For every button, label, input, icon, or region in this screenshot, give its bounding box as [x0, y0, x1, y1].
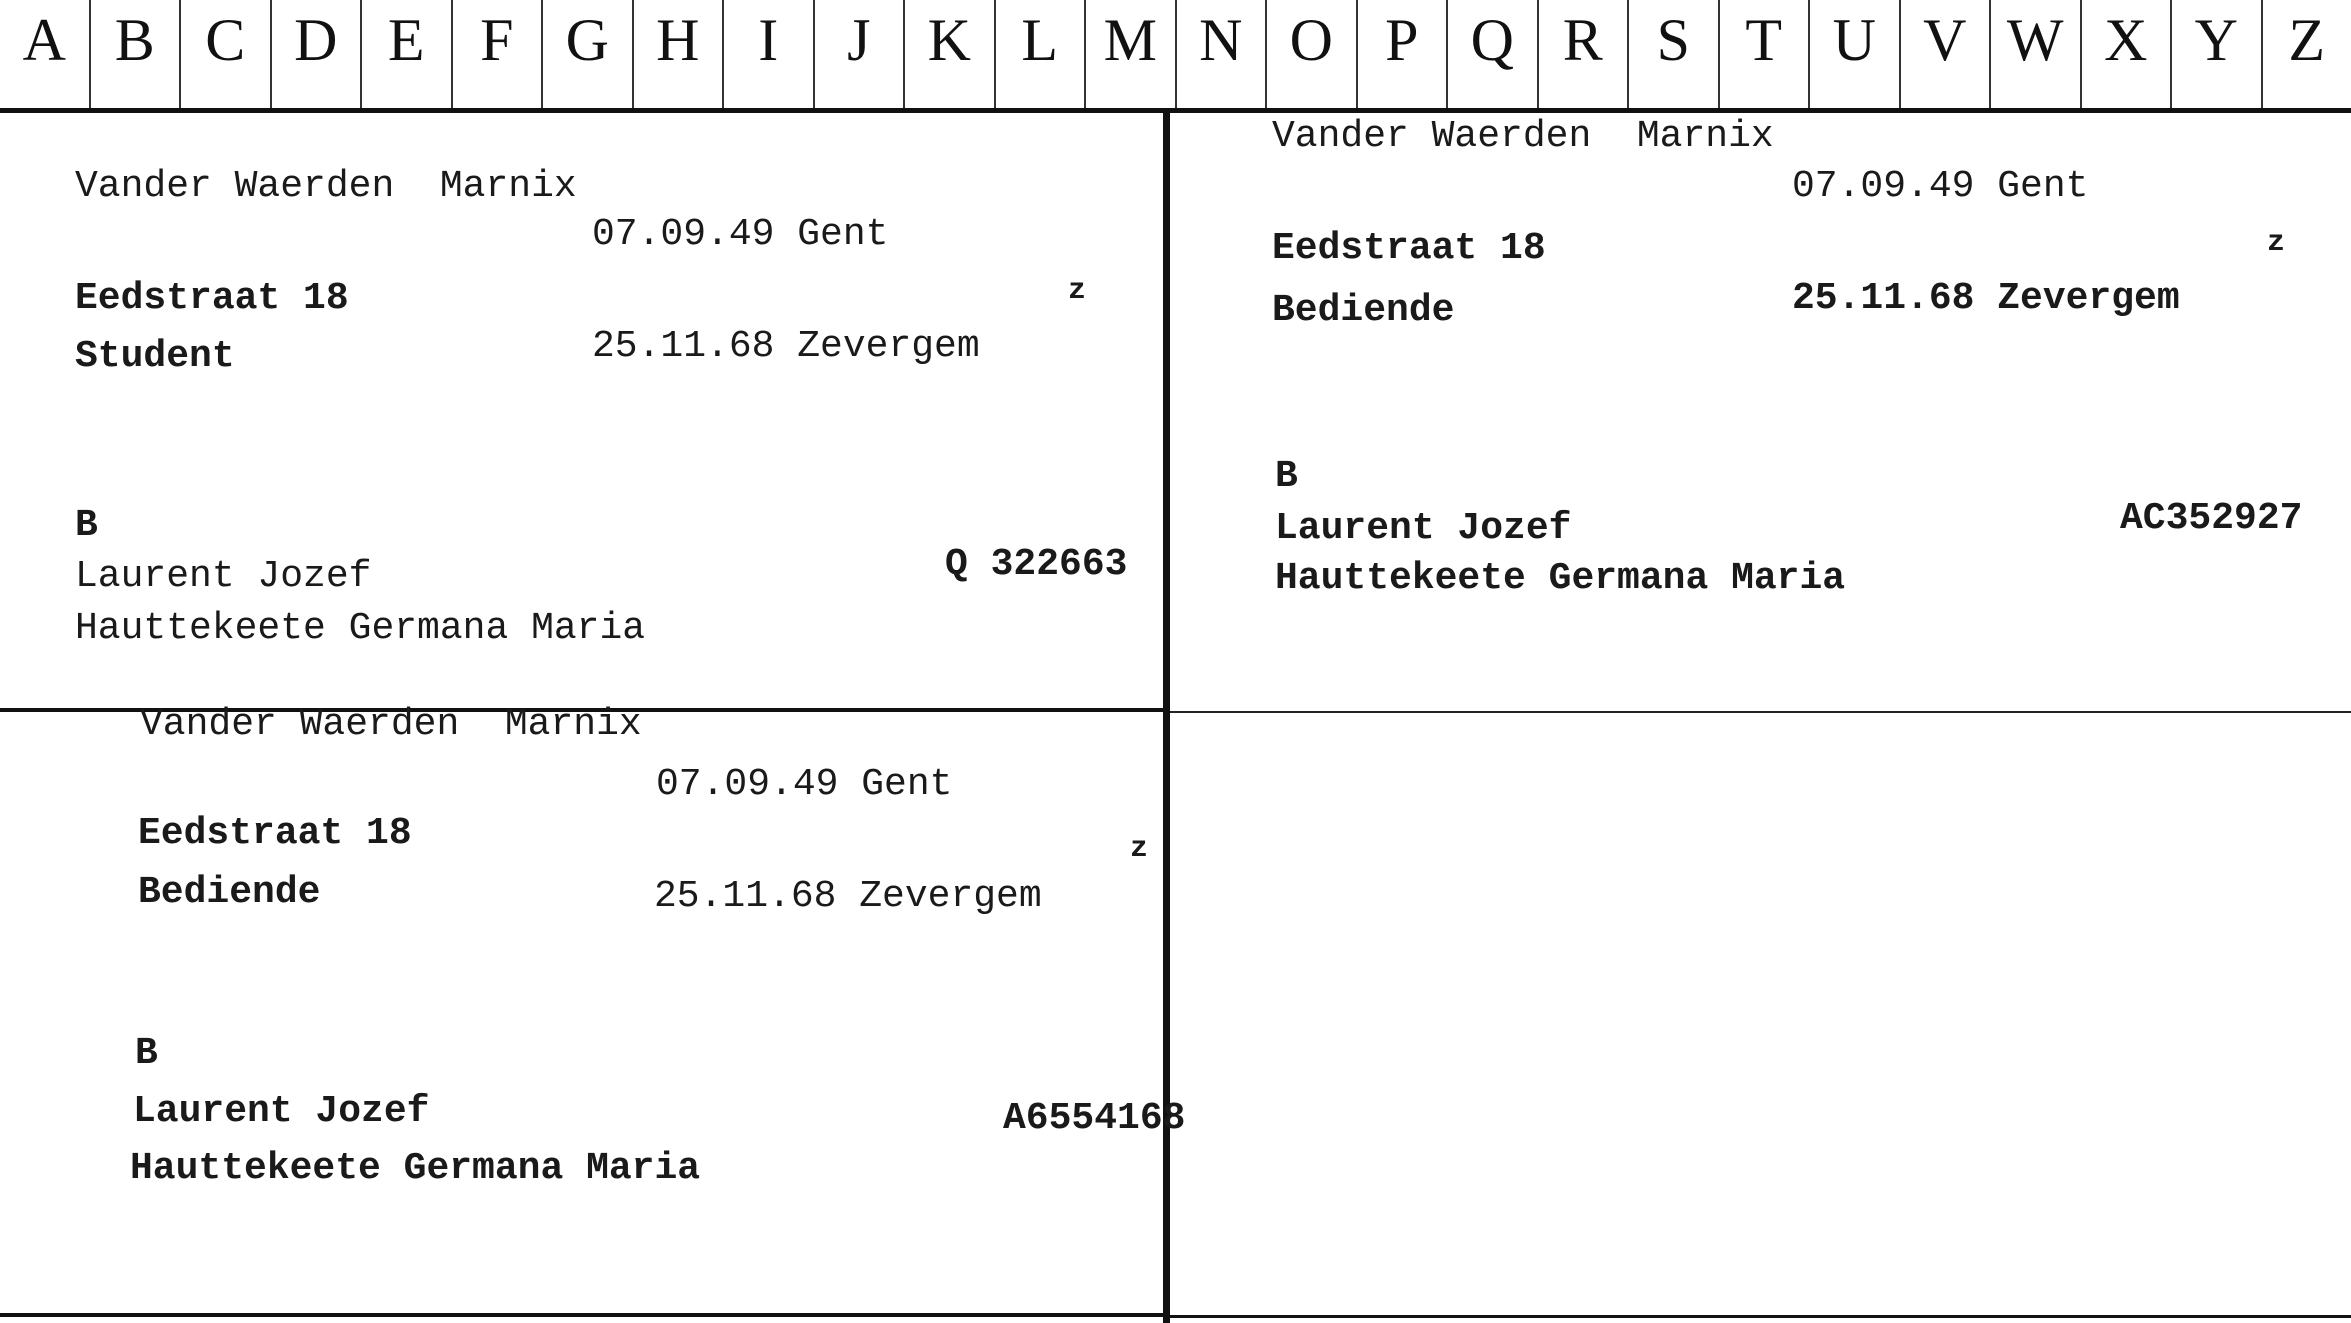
alphabet-letter-p: P [1358, 0, 1449, 108]
card-registered: 25.11.68 Zevergem [592, 325, 980, 368]
vertical-divider [1163, 108, 1170, 1323]
card-number: Q 322663 [945, 543, 1128, 586]
alphabet-letter-w: W [1991, 0, 2082, 108]
card-code: B [1275, 455, 1298, 498]
card-occupation: Bediende [138, 871, 321, 914]
card-father: Laurent Jozef [133, 1090, 430, 1133]
alphabet-index-strip [0, 0, 2351, 113]
alphabet-letter-c: C [181, 0, 272, 108]
alphabet-letter-k: K [905, 0, 996, 108]
card-code: B [135, 1032, 158, 1075]
card-mother: Hauttekeete Germana Maria [75, 607, 646, 650]
card-number: AC352927 [2120, 497, 2303, 540]
alphabet-letter-d: D [272, 0, 363, 108]
bottom-border-right [1170, 1315, 2351, 1318]
card-registered: 25.11.68 Zevergem [1792, 277, 2180, 320]
card-code: B [75, 504, 98, 547]
card-name: Vander Waerden Marnix [1272, 115, 1774, 158]
alphabet-letter-o: O [1267, 0, 1358, 108]
alphabet-letter-q: Q [1448, 0, 1539, 108]
alphabet-letter-u: U [1810, 0, 1901, 108]
card-marker: z [1068, 274, 1087, 308]
alphabet-letter-s: S [1629, 0, 1720, 108]
card-marker: z [2267, 226, 2286, 260]
alphabet-letter-y: Y [2172, 0, 2263, 108]
alphabet-letter-z: Z [2288, 6, 2326, 73]
bottom-border-left [0, 1313, 1163, 1317]
alphabet-letter-x: X [2082, 0, 2173, 108]
alphabet-letter-n: N [1177, 0, 1268, 108]
card-registered: 25.11.68 Zevergem [654, 875, 1042, 918]
alphabet-letter-e: E [362, 0, 453, 108]
card-birth: 07.09.49 Gent [1792, 165, 2089, 208]
card-father: Laurent Jozef [1275, 507, 1572, 550]
alphabet-letter-g: G [543, 0, 634, 108]
card-marker: z [1130, 832, 1149, 866]
alphabet-letter-h: H [634, 0, 725, 108]
alphabet-letter-m: M [1086, 0, 1177, 108]
card-mother: Hauttekeete Germana Maria [1275, 557, 1846, 600]
card-name: Vander Waerden Marnix [75, 165, 577, 208]
alphabet-letter-i: I [724, 0, 815, 108]
alphabet-letter-b: B [91, 0, 182, 108]
alphabet-letter-l: L [996, 0, 1087, 108]
card-birth: 07.09.49 Gent [592, 213, 889, 256]
alphabet-letter-r: R [1539, 0, 1630, 108]
card-birth: 07.09.49 Gent [656, 763, 953, 806]
card-bottom-right-empty [1170, 713, 2351, 1315]
alphabet-letter-f: F [453, 0, 544, 108]
card-number: A6554168 [1003, 1097, 1186, 1140]
alphabet-letter-v: V [1901, 0, 1992, 108]
card-father: Laurent Jozef [75, 555, 372, 598]
alphabet-letter-j: J [815, 0, 906, 108]
card-name: Vander Waerden Marnix [140, 703, 642, 746]
card-address: Eedstraat 18 [75, 277, 349, 320]
card-address: Eedstraat 18 [1272, 227, 1546, 270]
card-address: Eedstraat 18 [138, 812, 412, 855]
card-occupation: Student [75, 335, 235, 378]
alphabet-letter-a: A [0, 0, 91, 108]
card-mother: Hauttekeete Germana Maria [130, 1147, 701, 1190]
card-occupation: Bediende [1272, 289, 1455, 332]
alphabet-letter-t: T [1720, 0, 1811, 108]
